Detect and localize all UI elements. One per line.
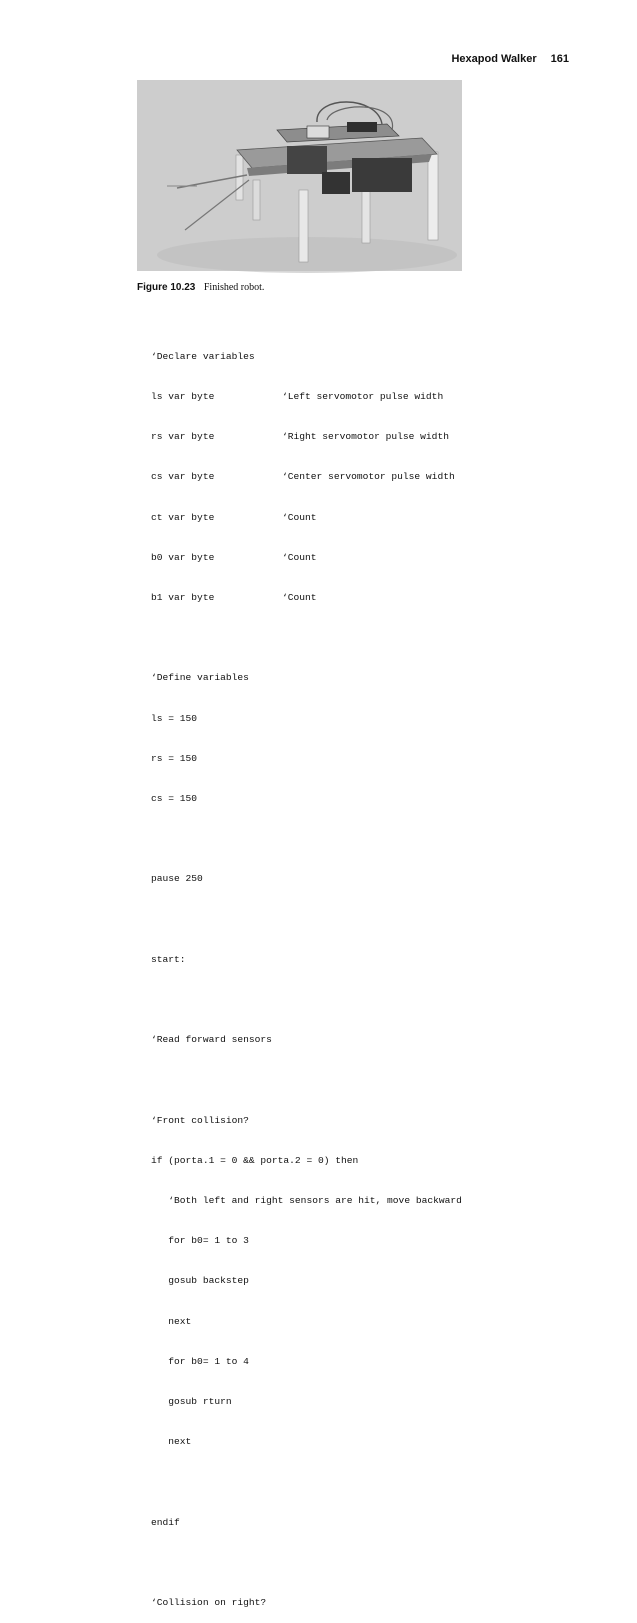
code-line: next [151,1315,192,1327]
code-listing [151,323,462,1623]
code-line: gosub rturn [151,1396,232,1408]
code-line: for b0= 1 to 4 [151,1355,249,1367]
figure-caption [137,282,264,293]
code-line: ‘Define variables [151,672,249,684]
code-comment: ‘Count [282,592,317,604]
code-line: endif [151,1516,180,1528]
code-line: rs var byte [151,431,215,443]
figure-label: Figure 10.23 [137,282,196,293]
running-title: Hexapod Walker [451,53,537,65]
code-comment: ‘Count [282,551,317,563]
code-comment: ‘Count [282,511,317,523]
code-line: start: [151,953,186,965]
code-line: ‘Declare variables [151,350,255,362]
code-line: ls var byte [151,391,215,403]
code-comment: ‘Right servomotor pulse width [282,431,449,443]
code-line: cs var byte [151,471,215,483]
code-line: gosub backstep [151,1275,249,1287]
code-line: ct var byte [151,511,215,523]
robot-illustration [137,80,462,271]
page-number: 161 [550,53,569,65]
code-line: ‘Collision on right? [151,1597,267,1609]
running-header [451,53,569,65]
code-line: if (porta.1 = 0 && porta.2 = 0) then [151,1154,359,1166]
code-line: ‘Read forward sensors [151,1034,272,1046]
code-line: ‘Front collision? [151,1114,249,1126]
robot-photo [137,80,462,271]
code-line: rs = 150 [151,752,198,764]
code-comment: ‘Left servomotor pulse width [282,391,444,403]
code-line: cs = 150 [151,793,198,805]
code-line: for b0= 1 to 3 [151,1235,249,1247]
code-line: ‘Both left and right sensors are hit, move backward [151,1195,462,1207]
code-line: ls = 150 [151,712,198,724]
code-line: b0 var byte [151,551,215,563]
code-comment: ‘Center servomotor pulse width [282,471,455,483]
code-line: next [151,1436,192,1448]
code-line: pause 250 [151,873,203,885]
figure-caption-text: Finished robot. [203,282,265,293]
code-line: b1 var byte [151,592,215,604]
